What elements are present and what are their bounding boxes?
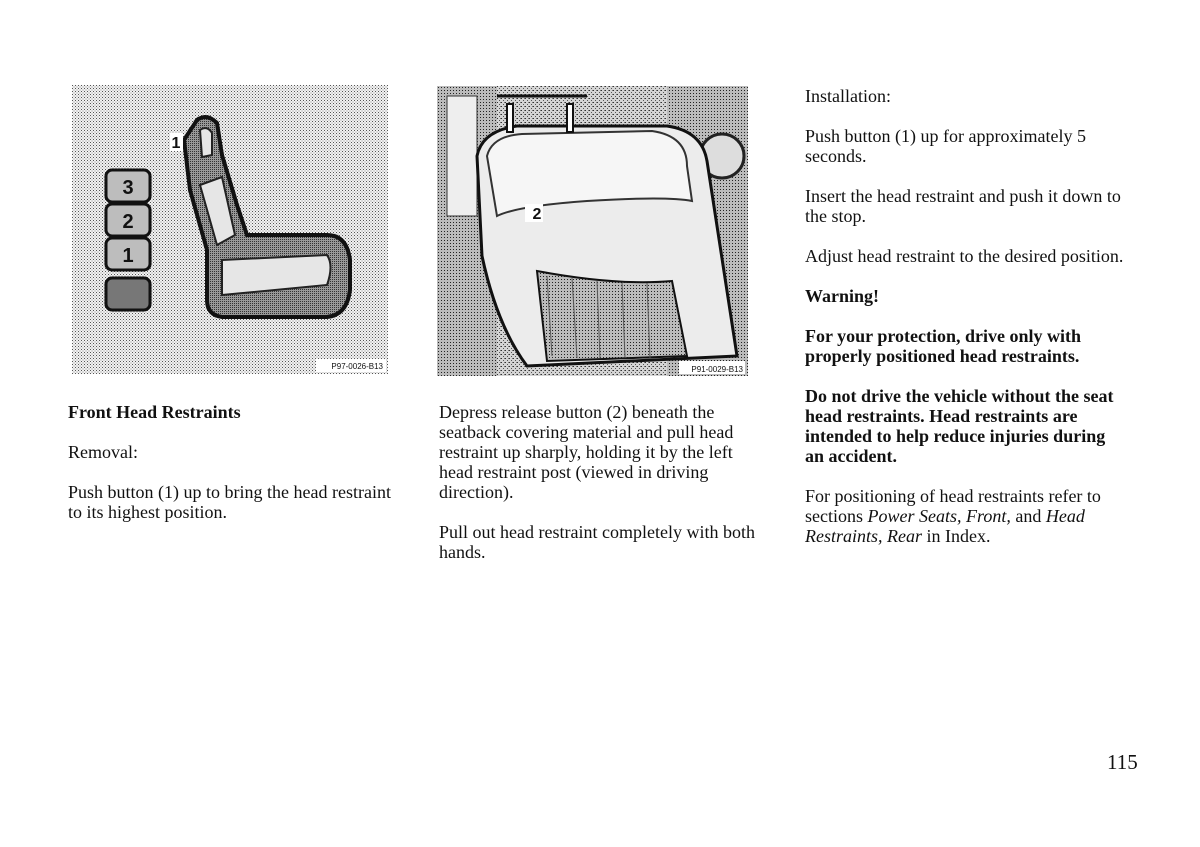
reference-suffix: in Index. <box>922 526 991 546</box>
installation-label: Installation: <box>805 86 891 106</box>
reference-head-restraints-rear: Head Restraints, Rear <box>805 506 1085 546</box>
memory-button-1-label: 1 <box>122 245 134 267</box>
figure-code: P97-0026-B13 <box>331 362 383 371</box>
seat-control-figure <box>72 85 388 374</box>
left-column <box>68 402 398 542</box>
installation-step-3: Adjust head restraint to the desired position. <box>805 246 1124 266</box>
section-heading: Front Head Restraints <box>68 402 241 422</box>
reference-prefix: For positioning of head restraints refer to sections <box>805 486 1101 526</box>
seatback-figure <box>437 86 748 376</box>
warning-text-1: For your protection, drive only with properly positioned head restraints. <box>805 326 1081 366</box>
page-number: 115 <box>1107 750 1138 774</box>
cross-reference <box>805 486 1125 546</box>
removal-instruction-2: Pull out head restraint completely with both hands. <box>439 522 755 562</box>
warning-text-2: Do not drive the vehicle without the seat head restraints. Head restraints are intended to help reduce injuries during an accident. <box>805 386 1114 466</box>
right-column <box>805 86 1125 566</box>
installation-step-2: Insert the head restraint and push it down to the stop. <box>805 186 1121 226</box>
callout-2: 2 <box>532 206 542 223</box>
removal-instruction: Depress release button (2) beneath the seatback covering material and pull head restraint up sharply, holding it by the left head restraint post (viewed in driving direction). <box>439 402 734 502</box>
reference-and: and <box>1010 506 1046 526</box>
memory-button-2-label: 2 <box>122 211 134 233</box>
figure-code: P91-0029-B13 <box>691 365 743 374</box>
memory-button-3-label: 3 <box>122 177 134 199</box>
removal-step: Push button (1) up to bring the head restraint to its highest position. <box>68 482 391 522</box>
warning-title: Warning! <box>805 286 880 306</box>
callout-1: 1 <box>171 135 181 152</box>
removal-label: Removal: <box>68 442 138 462</box>
reference-power-seats: Power Seats, Front, <box>867 506 1011 526</box>
installation-step-1: Push button (1) up for approximately 5 seconds. <box>805 126 1086 166</box>
middle-column <box>439 402 759 582</box>
